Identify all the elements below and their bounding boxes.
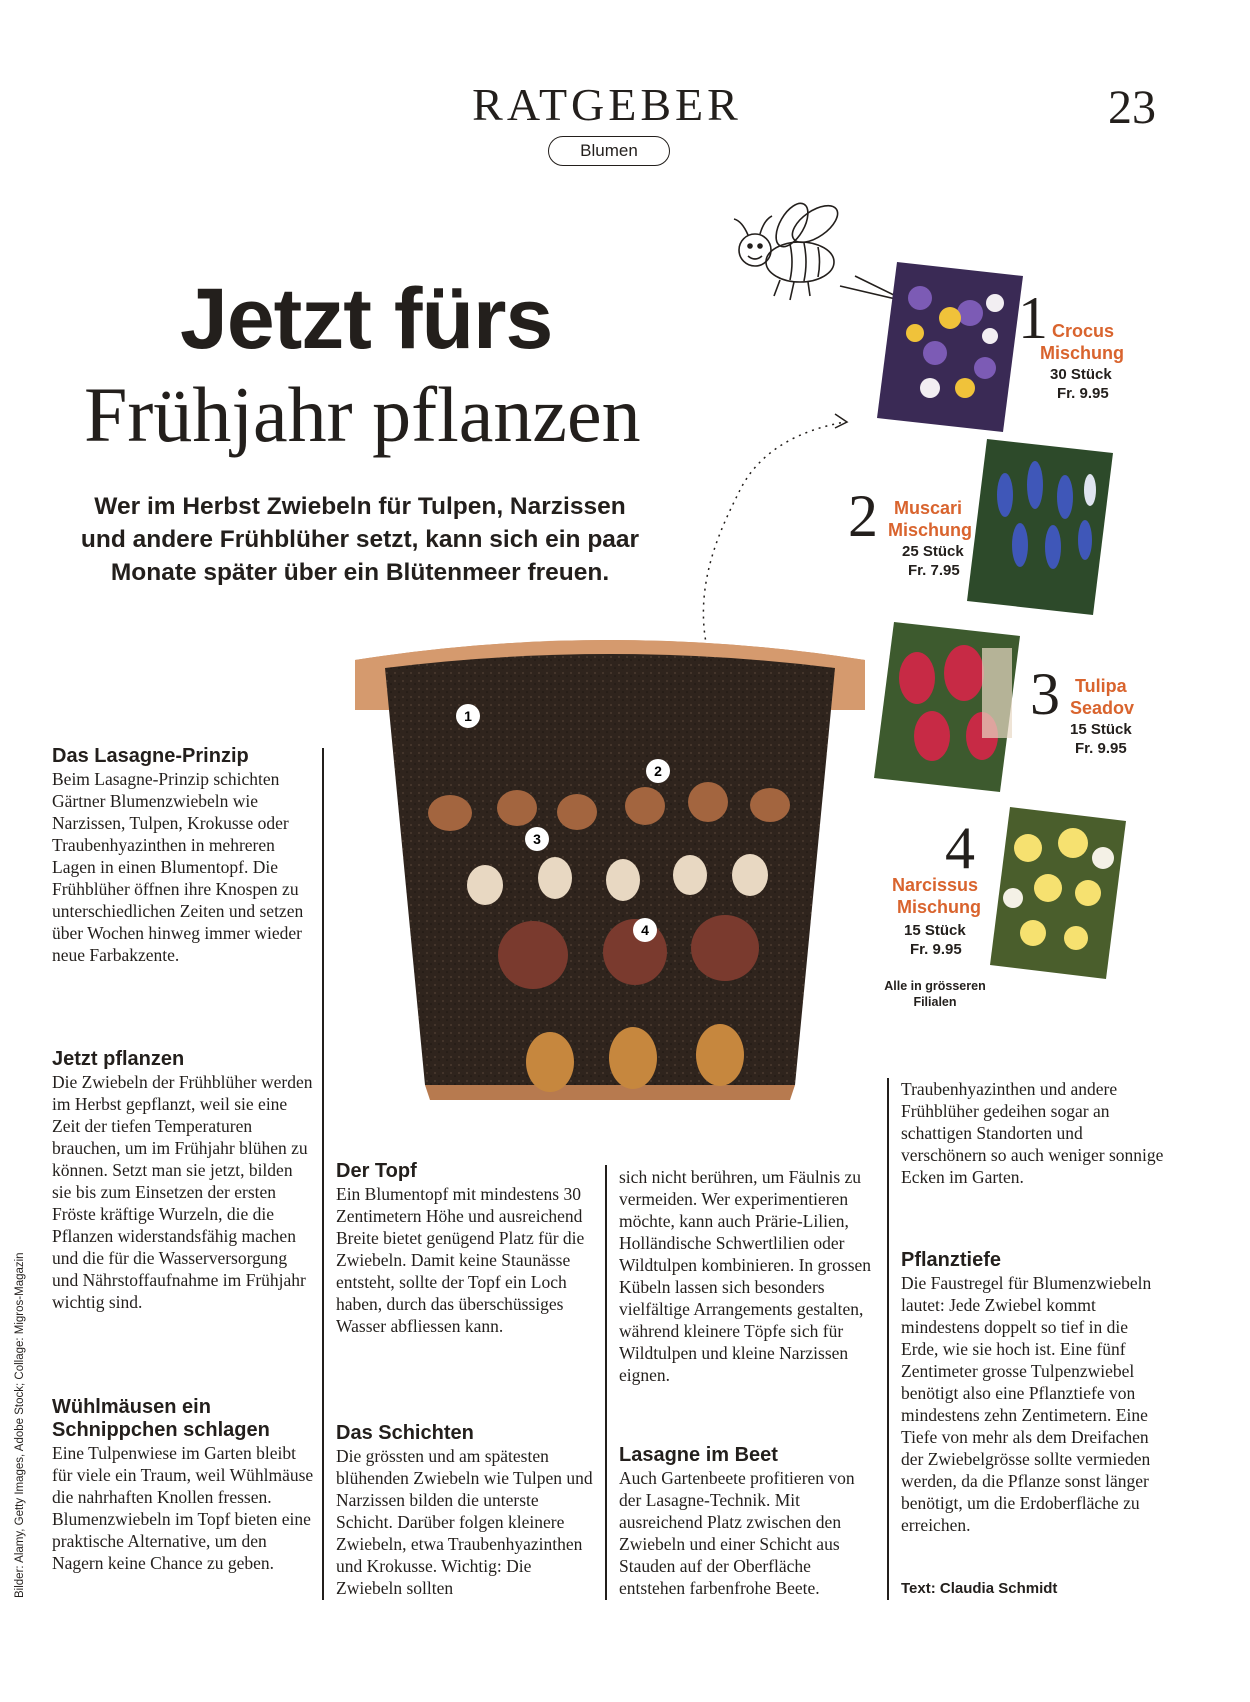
column-divider-2 xyxy=(605,1165,607,1600)
section-body: Beim Lasagne-Prinzip schichten Gärtner Blumenzwiebeln wie Narzissen, Tulpen, Krokusse oder Traubenhyazinthen in mehreren Lagen in einen Blumentopf. Die Frühblüher öffnen ihre Knospen zu unterschiedlichen Zeiten und setzen über Wochen hinweg immer wieder neue Farbakzente. xyxy=(52,769,304,965)
section-title: Das Lasagne-Prinzip xyxy=(52,745,249,767)
product-1-number: 1 xyxy=(1018,285,1048,351)
column-divider-1 xyxy=(322,748,324,1600)
product-3-price: Fr. 9.95 xyxy=(1075,740,1127,757)
section-body: sich nicht berühren, um Fäulnis zu vermeiden. Wer experimentieren möchte, kann auch Prärie-Lilien, Holländische Schwertlilien oder Wildtulpen kombinieren. In grossen Kübeln lassen sich besonders vielfältige Arrangements gestalten, während kleinere Töpfe sich für Wildtulpen und kleine Narzissen eignen. xyxy=(619,1167,872,1385)
pot-marker-3: 3 xyxy=(533,831,541,847)
section-lasagne-beet xyxy=(619,1444,879,1599)
product-3-name-line1: Tulipa xyxy=(1075,676,1127,696)
section-pflanztiefe xyxy=(901,1249,1166,1536)
product-1-name-line1: Crocus xyxy=(1052,321,1115,341)
product-4-price: Fr. 9.95 xyxy=(910,941,962,958)
product-3-name-line2: Seadov xyxy=(1070,698,1135,718)
headline-line-2: Frühjahr pflanzen xyxy=(84,371,641,458)
availability-line-1: Alle in grösseren xyxy=(884,979,986,993)
section-title: Der Topf xyxy=(336,1160,417,1182)
product-2-number: 2 xyxy=(848,483,878,549)
section-body: Die Zwiebeln der Frühblüher werden im Herbst gepflanzt, weil sie eine Zeit der tiefen Temperaturen brauchen, um im Frühjahr blühen zu können. Setzt man sie jetzt, bilden sie bis zum Einsetzen der ersten Fröste kräftige Wurzeln, die die Pflanzen widerstandsfähig machen und die für die Wasserversorgung und Nährstoffaufnahme im Frühjahr wichtig sind. xyxy=(52,1072,313,1312)
availability-note xyxy=(880,978,990,1010)
section-body: Traubenhyazinthen und andere Frühblüher gedeihen sogar an schattigen Standorten und verschönern so auch weniger sonnige Ecken im Garten. xyxy=(901,1079,1164,1187)
page-number: 23 xyxy=(1108,81,1156,134)
product-3-count: 15 Stück xyxy=(1070,721,1132,738)
crocus-pack-image xyxy=(875,258,1025,438)
section-body: Auch Gartenbeete profitieren von der Lasagne-Technik. Mit ausreichend Platz zwischen den Zwiebeln und einer Schicht aus Stauden auf der Oberfläche entstehen farbenfrohe Beete. xyxy=(619,1468,855,1598)
product-4-count: 15 Stück xyxy=(904,922,966,939)
category-badge: Blumen xyxy=(548,136,670,166)
pot-marker-2: 2 xyxy=(654,763,662,779)
product-1-price: Fr. 9.95 xyxy=(1057,385,1109,402)
muscari-pack-image xyxy=(965,435,1115,620)
pot-marker-4: 4 xyxy=(641,922,649,938)
photo-credit: Bilder: Alamy, Getty Images, Adobe Stock; Collage: Migros-Magazin xyxy=(14,1252,26,1598)
product-2-name-line1: Muscari xyxy=(894,498,963,518)
flower-pot-illustration xyxy=(345,630,875,1120)
product-4-number: 4 xyxy=(945,815,975,881)
column-divider-3 xyxy=(887,1078,889,1600)
section-title: Pflanztiefe xyxy=(901,1249,1002,1271)
section-jetzt-pflanzen xyxy=(52,1048,314,1313)
product-2-price: Fr. 7.95 xyxy=(908,562,960,579)
section-title: Jetzt pflanzen xyxy=(52,1048,185,1070)
section-continued-col3 xyxy=(619,1166,879,1386)
section-title-line2: Schnippchen schlagen xyxy=(52,1419,270,1441)
section-body: Eine Tulpenwiese im Garten bleibt für viele ein Traum, weil Wühlmäuse die nahrhaften Knollen fressen. Blumenzwiebeln im Topf bieten eine praktische Alternative, um den Nagern keine Chance zu geben. xyxy=(52,1443,314,1573)
section-title-line1: Wühlmäusen ein xyxy=(52,1396,211,1418)
narcissus-pack-image xyxy=(988,803,1128,983)
section-body: Die grössten und am spätesten blühenden Zwiebeln wie Tulpen und Narzissen bilden die unterste Schicht. Darüber folgen kleinere Zwiebeln, etwa Traubenhyazinthen und Krokusse. Wichtig: Die Zwiebeln sollten xyxy=(336,1446,593,1598)
product-2-name-line2: Mischung xyxy=(888,520,972,540)
product-1-count: 30 Stück xyxy=(1050,366,1112,383)
section-lasagne-prinzip xyxy=(52,745,314,966)
product-4-name-line1: Narcissus xyxy=(892,875,979,895)
section-title: Lasagne im Beet xyxy=(619,1444,778,1466)
author-credit: Text: Claudia Schmidt xyxy=(901,1580,1058,1597)
section-title: Das Schichten xyxy=(336,1422,474,1444)
section-wuehlmaeuse xyxy=(52,1396,314,1574)
section-body: Die Faustregel für Blumenzwiebeln lautet: Jede Zwiebel kommt mindestens doppelt so tief in die Erde, wie sie hoch ist. Eine fünf Zentimeter grosse Tulpenzwiebel benötigt also eine Pflanztiefe von mindestens zehn Zentimetern. Eine Tiefe von mehr als dem Dreifachen der Zwiebelgrösse sollte vermieden werden, da die Pflanze sonst länger benötigt, um die Erdoberfläche zu erreichen. xyxy=(901,1273,1152,1535)
section-continued-col4 xyxy=(901,1078,1166,1188)
lead-paragraph: Wer im Herbst Zwiebeln für Tulpen, Narzissen und andere Frühblüher setzt, kann sich ein paar Monate später über ein Blütenmeer freuen. xyxy=(80,493,640,586)
availability-line-2: Filialen xyxy=(913,995,957,1009)
product-4-name-line2: Mischung xyxy=(897,897,981,917)
tulipa-pack-image xyxy=(872,618,1022,796)
product-3-number: 3 xyxy=(1030,661,1060,727)
product-2-count: 25 Stück xyxy=(902,543,964,560)
product-1-name-line2: Mischung xyxy=(1040,343,1124,363)
headline-line-1: Jetzt fürs xyxy=(180,271,553,367)
pot-marker-1: 1 xyxy=(464,708,472,724)
section-das-schichten xyxy=(336,1422,596,1599)
section-body: Ein Blumentopf mit mindestens 30 Zentimetern Höhe und ausreichend Breite bietet genügend Platz für die Zwiebeln. Damit keine Staunässe entsteht, sollte der Topf ein Loch haben, durch das überschüssiges Wasser abfliessen kann. xyxy=(336,1184,585,1336)
section-rubric: RATGEBER xyxy=(472,79,742,130)
section-der-topf xyxy=(336,1160,596,1337)
